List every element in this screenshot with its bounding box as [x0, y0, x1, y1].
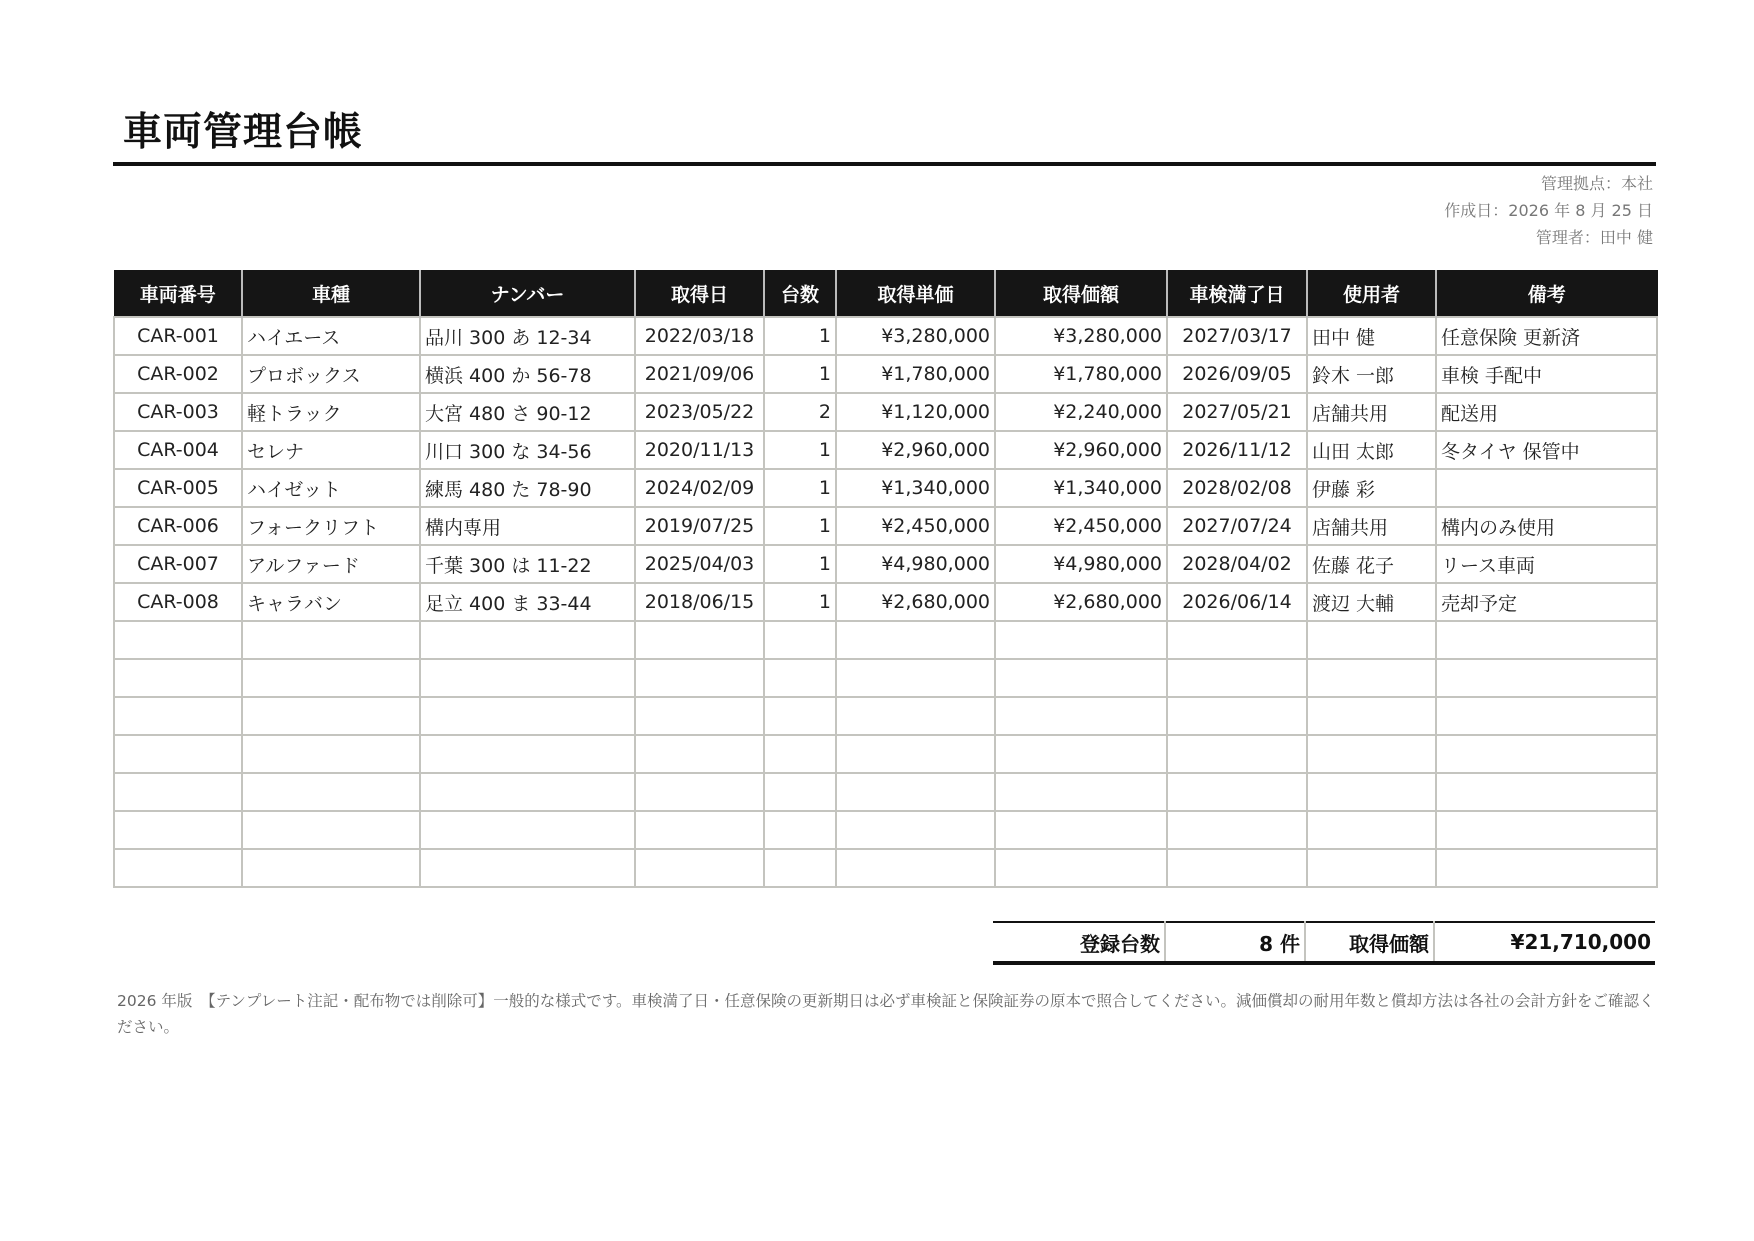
cell-plate: 千葉 300 は 11-22 — [420, 545, 635, 583]
cell-unit-price: ¥2,450,000 — [836, 507, 995, 545]
blank-cell — [1167, 735, 1307, 773]
cell-notes: 車検 手配中 — [1436, 355, 1657, 393]
cell-model: ハイゼット — [242, 469, 420, 507]
blank-cell — [764, 659, 836, 697]
cell-acquired-date: 2021/09/06 — [635, 355, 764, 393]
cell-plate: 構内専用 — [420, 507, 635, 545]
table-header-row — [114, 271, 1657, 318]
blank-cell — [114, 735, 242, 773]
cell-model: フォークリフト — [242, 507, 420, 545]
blank-cell — [420, 773, 635, 811]
cell-unit-price: ¥1,120,000 — [836, 393, 995, 431]
summary-count-value: 8 件 — [1165, 922, 1305, 963]
blank-cell — [242, 811, 420, 849]
blank-cell — [995, 735, 1167, 773]
header-acquired-date: 取得日 — [635, 271, 764, 318]
cell-inspection-expiry: 2026/06/14 — [1167, 583, 1307, 621]
cell-vehicle-id: CAR-007 — [114, 545, 242, 583]
blank-cell — [995, 811, 1167, 849]
cell-unit-price: ¥1,780,000 — [836, 355, 995, 393]
cell-acquired-date: 2020/11/13 — [635, 431, 764, 469]
blank-cell — [1436, 697, 1657, 735]
summary-row — [993, 921, 1655, 965]
table-row-blank — [114, 697, 1657, 735]
blank-cell — [1307, 773, 1436, 811]
cell-plate: 大宮 480 さ 90-12 — [420, 393, 635, 431]
blank-cell — [1436, 659, 1657, 697]
cell-acquired-date: 2022/03/18 — [635, 317, 764, 355]
cell-quantity: 1 — [764, 469, 836, 507]
blank-cell — [420, 621, 635, 659]
blank-cell — [1307, 811, 1436, 849]
cell-model: 軽トラック — [242, 393, 420, 431]
cell-unit-price: ¥2,960,000 — [836, 431, 995, 469]
blank-cell — [995, 773, 1167, 811]
header-vehicle-id: 車両番号 — [114, 271, 242, 318]
cell-acquired-date: 2023/05/22 — [635, 393, 764, 431]
blank-cell — [1307, 659, 1436, 697]
table-row-blank — [114, 621, 1657, 659]
cell-vehicle-id: CAR-005 — [114, 469, 242, 507]
cell-vehicle-id: CAR-001 — [114, 317, 242, 355]
cell-acquired-date: 2025/04/03 — [635, 545, 764, 583]
header-unit-price: 取得単価 — [836, 271, 995, 318]
cell-model: セレナ — [242, 431, 420, 469]
cell-inspection-expiry: 2026/09/05 — [1167, 355, 1307, 393]
cell-user: 鈴木 一郎 — [1307, 355, 1436, 393]
cell-vehicle-id: CAR-003 — [114, 393, 242, 431]
blank-cell — [114, 621, 242, 659]
blank-cell — [635, 621, 764, 659]
cell-unit-price: ¥2,680,000 — [836, 583, 995, 621]
table-row-blank — [114, 659, 1657, 697]
cell-acquisition-value: ¥4,980,000 — [995, 545, 1167, 583]
blank-cell — [836, 773, 995, 811]
blank-cell — [836, 811, 995, 849]
cell-vehicle-id: CAR-004 — [114, 431, 242, 469]
cell-notes: 配送用 — [1436, 393, 1657, 431]
cell-acquired-date: 2024/02/09 — [635, 469, 764, 507]
cell-model: プロボックス — [242, 355, 420, 393]
blank-cell — [836, 735, 995, 773]
cell-plate: 練馬 480 た 78-90 — [420, 469, 635, 507]
blank-cell — [995, 697, 1167, 735]
blank-cell — [836, 849, 995, 887]
document-meta — [113, 170, 1656, 251]
header-user: 使用者 — [1307, 271, 1436, 318]
blank-cell — [995, 849, 1167, 887]
table-row — [114, 545, 1657, 583]
meta-location: 管理拠点：本社 — [1540, 174, 1653, 193]
table-row — [114, 469, 1657, 507]
table-row-blank — [114, 735, 1657, 773]
meta-manager: 管理者：田中 健 — [1535, 228, 1653, 247]
cell-inspection-expiry: 2028/02/08 — [1167, 469, 1307, 507]
blank-cell — [1436, 811, 1657, 849]
cell-unit-price: ¥4,980,000 — [836, 545, 995, 583]
header-plate: ナンバー — [420, 271, 635, 318]
blank-cell — [635, 659, 764, 697]
blank-cell — [242, 849, 420, 887]
blank-cell — [635, 849, 764, 887]
table-body — [114, 317, 1657, 887]
cell-user: 店舗共用 — [1307, 393, 1436, 431]
summary-count-label: 登録台数 — [993, 922, 1165, 963]
cell-notes: 構内のみ使用 — [1436, 507, 1657, 545]
header-quantity: 台数 — [764, 271, 836, 318]
blank-cell — [764, 773, 836, 811]
blank-cell — [995, 659, 1167, 697]
cell-inspection-expiry: 2026/11/12 — [1167, 431, 1307, 469]
cell-acquisition-value: ¥2,450,000 — [995, 507, 1167, 545]
blank-cell — [995, 621, 1167, 659]
blank-cell — [1436, 735, 1657, 773]
blank-cell — [1436, 773, 1657, 811]
header-notes: 備考 — [1436, 271, 1657, 318]
cell-notes: 任意保険 更新済 — [1436, 317, 1657, 355]
blank-cell — [420, 697, 635, 735]
cell-inspection-expiry: 2027/03/17 — [1167, 317, 1307, 355]
cell-acquired-date: 2019/07/25 — [635, 507, 764, 545]
cell-notes: リース車両 — [1436, 545, 1657, 583]
cell-acquisition-value: ¥2,960,000 — [995, 431, 1167, 469]
cell-quantity: 1 — [764, 355, 836, 393]
cell-quantity: 1 — [764, 545, 836, 583]
blank-cell — [1436, 849, 1657, 887]
blank-cell — [1307, 735, 1436, 773]
blank-cell — [420, 811, 635, 849]
blank-cell — [114, 811, 242, 849]
table-row-blank — [114, 849, 1657, 887]
vehicle-ledger-table — [113, 270, 1658, 888]
meta-created-date: 作成日：2026 年 8 月 25 日 — [1444, 201, 1653, 220]
cell-acquisition-value: ¥2,240,000 — [995, 393, 1167, 431]
cell-user: 伊藤 彩 — [1307, 469, 1436, 507]
table-row — [114, 507, 1657, 545]
blank-cell — [1307, 697, 1436, 735]
blank-cell — [764, 849, 836, 887]
blank-cell — [836, 697, 995, 735]
cell-user: 田中 健 — [1307, 317, 1436, 355]
table-row — [114, 317, 1657, 355]
blank-cell — [635, 811, 764, 849]
table-row — [114, 583, 1657, 621]
blank-cell — [420, 735, 635, 773]
blank-cell — [1167, 849, 1307, 887]
cell-user: 山田 太郎 — [1307, 431, 1436, 469]
cell-notes: 冬タイヤ 保管中 — [1436, 431, 1657, 469]
blank-cell — [764, 697, 836, 735]
cell-vehicle-id: CAR-002 — [114, 355, 242, 393]
blank-cell — [764, 811, 836, 849]
cell-plate: 足立 400 ま 33-44 — [420, 583, 635, 621]
blank-cell — [114, 849, 242, 887]
table-row-blank — [114, 811, 1657, 849]
cell-quantity: 1 — [764, 317, 836, 355]
blank-cell — [114, 659, 242, 697]
cell-user: 渡辺 大輔 — [1307, 583, 1436, 621]
blank-cell — [242, 621, 420, 659]
cell-inspection-expiry: 2028/04/02 — [1167, 545, 1307, 583]
blank-cell — [1167, 773, 1307, 811]
cell-acquisition-value: ¥1,340,000 — [995, 469, 1167, 507]
cell-quantity: 1 — [764, 507, 836, 545]
blank-cell — [1167, 697, 1307, 735]
cell-plate: 川口 300 な 34-56 — [420, 431, 635, 469]
blank-cell — [114, 773, 242, 811]
blank-cell — [836, 659, 995, 697]
document-title: 車両管理台帳 — [123, 110, 364, 155]
table-row — [114, 393, 1657, 431]
header-inspection-expiry: 車検満了日 — [1167, 271, 1307, 318]
cell-model: ハイエース — [242, 317, 420, 355]
blank-cell — [836, 621, 995, 659]
cell-inspection-expiry: 2027/07/24 — [1167, 507, 1307, 545]
blank-cell — [242, 659, 420, 697]
cell-inspection-expiry: 2027/05/21 — [1167, 393, 1307, 431]
footnote: 2026 年版 【テンプレート注記・配布物では削除可】一般的な様式です。車検満了日・任意保険の更新期日は必ず車検証と保険証券の原本で照合してください。減価償却の耐用年数と償却方法は各社の会計方針をご確認ください。 — [117, 992, 1655, 1036]
blank-cell — [1436, 621, 1657, 659]
cell-vehicle-id: CAR-008 — [114, 583, 242, 621]
cell-acquisition-value: ¥3,280,000 — [995, 317, 1167, 355]
blank-cell — [764, 621, 836, 659]
cell-notes: 売却予定 — [1436, 583, 1657, 621]
cell-notes — [1436, 469, 1657, 507]
blank-cell — [1307, 849, 1436, 887]
blank-cell — [635, 773, 764, 811]
table-row-blank — [114, 773, 1657, 811]
header-model: 車種 — [242, 271, 420, 318]
blank-cell — [420, 659, 635, 697]
cell-quantity: 1 — [764, 431, 836, 469]
cell-user: 佐藤 花子 — [1307, 545, 1436, 583]
summary-total-label: 取得価額 — [1305, 922, 1434, 963]
blank-cell — [1167, 659, 1307, 697]
cell-acquisition-value: ¥1,780,000 — [995, 355, 1167, 393]
blank-cell — [1307, 621, 1436, 659]
blank-cell — [635, 735, 764, 773]
blank-cell — [764, 735, 836, 773]
cell-plate: 横浜 400 か 56-78 — [420, 355, 635, 393]
cell-unit-price: ¥3,280,000 — [836, 317, 995, 355]
table-row — [114, 431, 1657, 469]
blank-cell — [635, 697, 764, 735]
table-row — [114, 355, 1657, 393]
blank-cell — [1167, 811, 1307, 849]
cell-plate: 品川 300 あ 12-34 — [420, 317, 635, 355]
cell-quantity: 1 — [764, 583, 836, 621]
summary-total-value: ¥21,710,000 — [1434, 922, 1655, 963]
blank-cell — [114, 697, 242, 735]
cell-acquired-date: 2018/06/15 — [635, 583, 764, 621]
cell-model: アルファード — [242, 545, 420, 583]
cell-model: キャラバン — [242, 583, 420, 621]
title-rule — [113, 162, 1656, 166]
header-acquisition-value: 取得価額 — [995, 271, 1167, 318]
ledger-page — [113, 100, 1656, 1036]
cell-acquisition-value: ¥2,680,000 — [995, 583, 1167, 621]
blank-cell — [242, 773, 420, 811]
blank-cell — [420, 849, 635, 887]
blank-cell — [242, 735, 420, 773]
blank-cell — [1167, 621, 1307, 659]
blank-cell — [242, 697, 420, 735]
cell-unit-price: ¥1,340,000 — [836, 469, 995, 507]
cell-vehicle-id: CAR-006 — [114, 507, 242, 545]
cell-user: 店舗共用 — [1307, 507, 1436, 545]
cell-quantity: 2 — [764, 393, 836, 431]
